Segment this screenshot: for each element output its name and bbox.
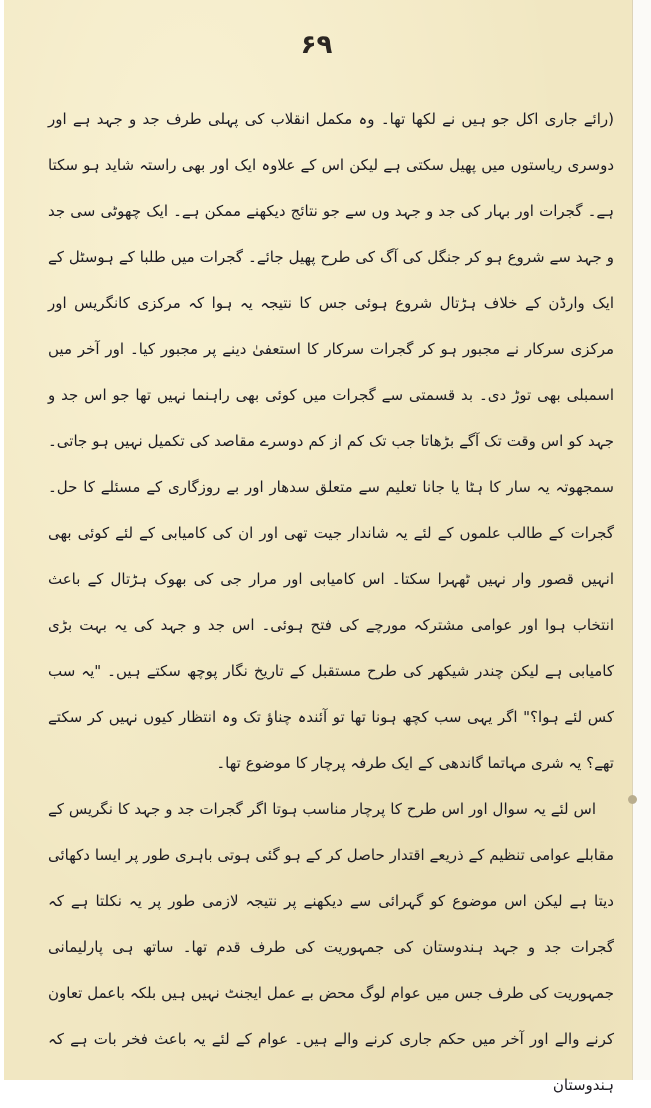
page-number: ۶۹ bbox=[300, 30, 333, 60]
ink-smudge bbox=[628, 795, 637, 804]
paragraph: اس لئے یہ سوال اور اس طرح کا پرچار مناسب ہوتا اگر گجرات جد و جہد کا نگریس کے مقابلے عوامی تنظیم کے ذریعے اقتدار حاصل کر کے ہو گئی ہوتی باہری طور پر ایسا دکھائی دیتا ہے لیکن اس موضوع کو گہرائی سے دیکھنے پر نتیجہ لازمی طور پر یہ نکلتا ہے کہ گجرات جد و جہد ہندوستان کی جمہوریت کی طرف قدم تھا۔ ساتھ ہی پارلیمانی جمہوریت کی طرف جس میں عوام لوگ محض بے عمل ایجنٹ نہیں ہیں بلکہ باعمل تعاون کرنے والے اور آخر میں حکم جاری کرنے والے ہیں۔ عوام کے لئے یہ باعث فخر بات ہے کہ ہندوستان bbox=[48, 800, 614, 1094]
paragraph: (رائے جاری اکل جو ہیں نے لکھا تھا۔ وہ مکمل انقلاب کی پہلی طرف جد و جہد ہے اور دوسری ریاستوں میں پھیل سکتی ہے لیکن اس کے علاوہ ایک اور بھی راستہ شاید ہو سکتا ہے۔ گجرات اور بہار کی جد و جہد وں سے جو نتائج دیکھنے ممکن ہے۔ ایک چھوٹی سی جد و جہد سے شروع ہو کر جنگل کی آگ کی طرح پھیل جائے۔ گجرات میں طلبا کے ہوسٹل کے ایک وارڈن کے خلاف ہڑتال شروع ہوئی جس کا نتیجہ یہ ہوا کہ مرکزی کانگریس اور مرکزی سرکار نے مجبور ہو کر گجرات سرکار کا استعفیٰ دینے پر مجبور کیا۔ اور آخر میں اسمبلی بھی توڑ دی۔ بد قسمتی سے گجرات میں کوئی بھی راہنما نہیں تھا جو اس جد و جہد کو اس وقت تک آگے بڑھاتا جب تک کم از کم دوسرے مقاصد کی تکمیل نہیں ہو جاتی۔ سمجھوتہ یہ سار کا ہٹا یا جانا تعلیم سے متعلق سدھار اور بے روزگاری کے مسئلے کا حل۔ گجرات کے طالب علموں کے لئے یہ شاندار جیت تھی اور ان کی کامیابی کے لئے کوئی بھی انہیں قصور وار نہیں ٹھہرا سکتا۔ اس کامیابی اور مرار جی کی بھوک ہڑتال کے باعث انتخاب ہوا اور عوامی مشترکہ مورچے کی فتح ہوئی۔ اس جد و جہد کی یہ بہت بڑی کامیابی ہے لیکن چندر شیکھر کی طرح مستقبل کے تاریخ نگار پوچھ سکتے ہیں۔ "یہ سب کس لئے ہوا؟" اگر یہی سب کچھ ہونا تھا تو آئندہ چناؤ تک وہ انتظار کیوں نہیں کر سکتے تھے؟ یہ شری مہاتما گاندھی کے ایک طرفہ پرچار کا موضوع تھا۔ bbox=[48, 110, 614, 772]
body-text bbox=[48, 96, 614, 1108]
page-edge bbox=[632, 0, 651, 1080]
